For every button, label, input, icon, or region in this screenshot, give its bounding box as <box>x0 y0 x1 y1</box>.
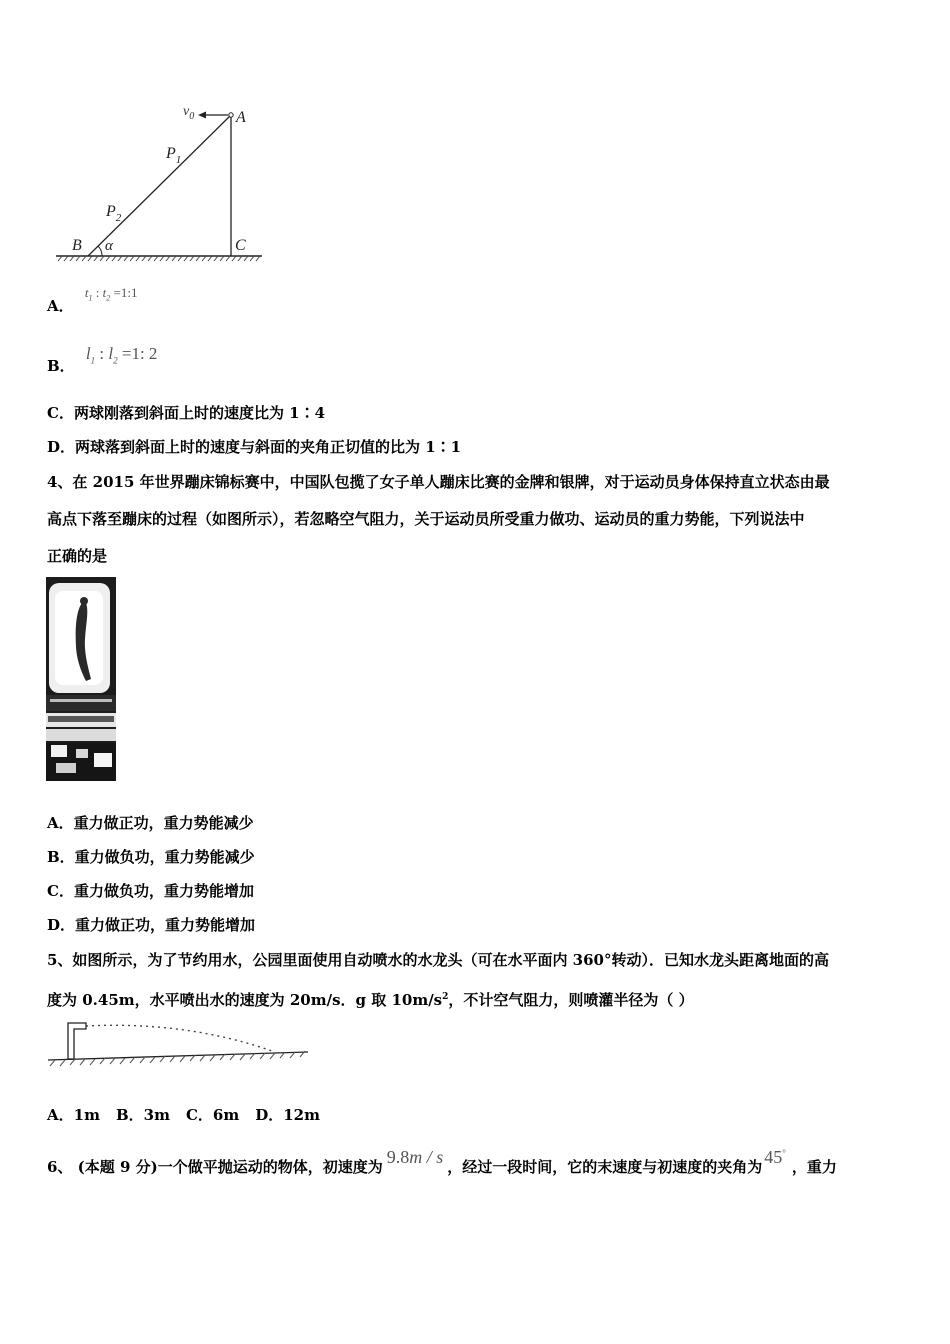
point-c-label: C <box>235 237 246 254</box>
q3-option-c: C．两球刚落到斜面上时的速度比为 1∶4 <box>47 404 326 422</box>
q5-option-a: A．1m <box>47 1106 100 1124</box>
q4-text-line-1: 4、在 2015 年世界蹦床锦标赛中，中国队包揽了女子单人蹦床比赛的金牌和银牌，对于运动员身体保持直立状态由最 <box>47 473 830 491</box>
q3-option-b-formula: $l_1$ : $l_2 =1$: 2 <box>85 344 158 366</box>
q3-option-d: D．两球落到斜面上时的速度与斜面的夹角正切值的比为 1∶1 <box>47 438 462 456</box>
sprinkler-figure <box>46 1015 310 1071</box>
q4-option-c: C．重力做负功，重力势能增加 <box>47 882 254 900</box>
v0-label: $v_0$ <box>183 104 195 122</box>
q5-option-b: B．3m <box>115 1106 170 1124</box>
p1-label: $P_1$ <box>166 145 182 166</box>
option-label: A． <box>47 297 74 315</box>
p2-label: $P_2$ <box>106 203 122 224</box>
q6-angle: 45° <box>764 1147 786 1167</box>
incline-figure <box>50 95 270 265</box>
q3-option-b <box>47 344 158 382</box>
q5-options <box>47 1105 320 1125</box>
q4-option-a: A．重力做正功，重力势能减少 <box>47 814 254 832</box>
q5-option-c: C．6m <box>185 1106 240 1124</box>
q5-text-line-1: 5、如图所示，为了节约用水，公园里面使用自动喷水的水龙头（可在水平面内 360°转动）．已知水龙头距离地面的高 <box>47 951 829 969</box>
v0-arrowhead <box>198 112 206 119</box>
q4-option-d: D．重力做正功，重力势能增加 <box>47 916 256 934</box>
q4-option-b: B．重力做负功，重力势能减少 <box>47 848 255 866</box>
point-a-label: A <box>236 109 246 126</box>
alpha-label: α <box>105 238 113 254</box>
q5-text-line-2: 度为 0.45m，水平喷出水的速度为 20m/s．g 取 $10m/s^2$，不计空气阻力，则喷灌半径为（ ） <box>47 991 694 1009</box>
point-b-label: B <box>72 237 82 254</box>
q6-text-line-1: 6、 (本题 9 分)一个做平抛运动的物体，初速度为 9.8m / s ，经过一段时间，它的末速度与初速度的夹角为 45°，重力 <box>47 1147 837 1176</box>
q4-text-line-2: 高点下落至蹦床的过程（如图所示），若忽略空气阻力，关于运动员所受重力做功、运动员的重力势能，下列说法中 <box>47 510 805 528</box>
q3-option-a <box>47 285 138 323</box>
q6-velocity: 9.8m / s <box>386 1147 444 1167</box>
q4-text-line-3: 正确的是 <box>47 547 108 565</box>
incline-line <box>88 115 231 256</box>
option-label: B． <box>47 357 75 375</box>
q5-option-d: D．12m <box>255 1106 320 1124</box>
point-a-marker <box>229 113 233 117</box>
trampoline-photo <box>46 577 116 781</box>
alpha-arc <box>98 246 102 256</box>
q3-option-a-formula: $t_1$ : $t_2$ =1:1 <box>84 285 138 303</box>
